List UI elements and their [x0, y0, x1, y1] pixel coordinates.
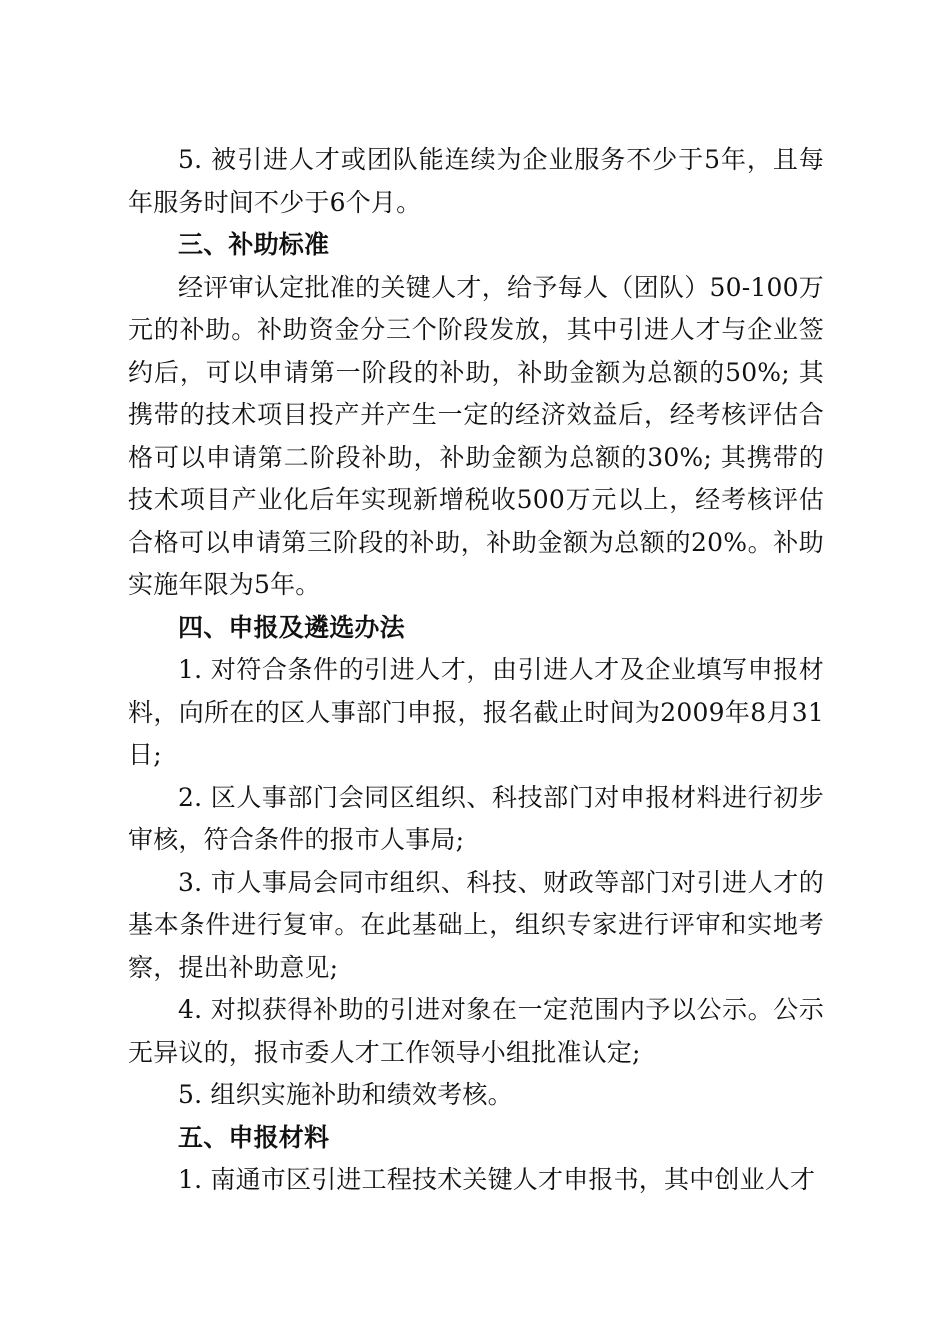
section-heading-application-selection: 四、申报及遴选办法 — [178, 612, 405, 642]
section-heading-subsidy-standard: 三、补助标准 — [178, 230, 330, 259]
application-step-4: 4. 对拟获得补助的引进对象在一定范围内予以公示。公示无异议的，报市委人才工作领导小组批准认定; — [128, 995, 824, 1067]
application-step-5: 5. 组织实施补助和绩效考核。 — [178, 1080, 513, 1109]
application-step-2: 2. 区人事部门会同区组织、科技部门对申报材料进行初步审核，符合条件的报市人事局; — [128, 782, 824, 854]
section-heading-application-materials: 五、申报材料 — [178, 1122, 330, 1152]
materials-item-1: 1. 南通市区引进工程技术关键人才申报书，其中创业人才 — [178, 1165, 816, 1194]
subsidy-standard-paragraph: 经评审认定批准的关键人才，给予每人（团队）50-100万元的补助。补助资金分三个阶段发放，其中引进人才与企业签约后，可以申请第一阶段的补助，补助金额为总额的50%; 其携带的技术项目投产并产生一定的经济效益后，经考核评估合格可以申请第二阶段补助，补助金额为总额的30%; 其携带的技术项目产业化后年实现新增税收500万元以上，经考核评估合格可以申请第三阶段的补助，补助金额为总额的20%。补助实施年限为5年。 — [128, 272, 824, 599]
clause-5-service-duration: 5. 被引进人才或团队能连续为企业服务不少于5年，且每年服务时间不少于6个月。 — [128, 145, 824, 217]
document-body — [128, 139, 824, 1202]
application-step-1: 1. 对符合条件的引进人才，由引进人才及企业填写申报材料，向所在的区人事部门申报，报名截止时间为2009年8月31日; — [128, 655, 824, 769]
application-step-3: 3. 市人事局会同市组织、科技、财政等部门对引进人才的基本条件进行复审。在此基础上，组织专家进行评审和实地考察，提出补助意见; — [128, 867, 824, 982]
